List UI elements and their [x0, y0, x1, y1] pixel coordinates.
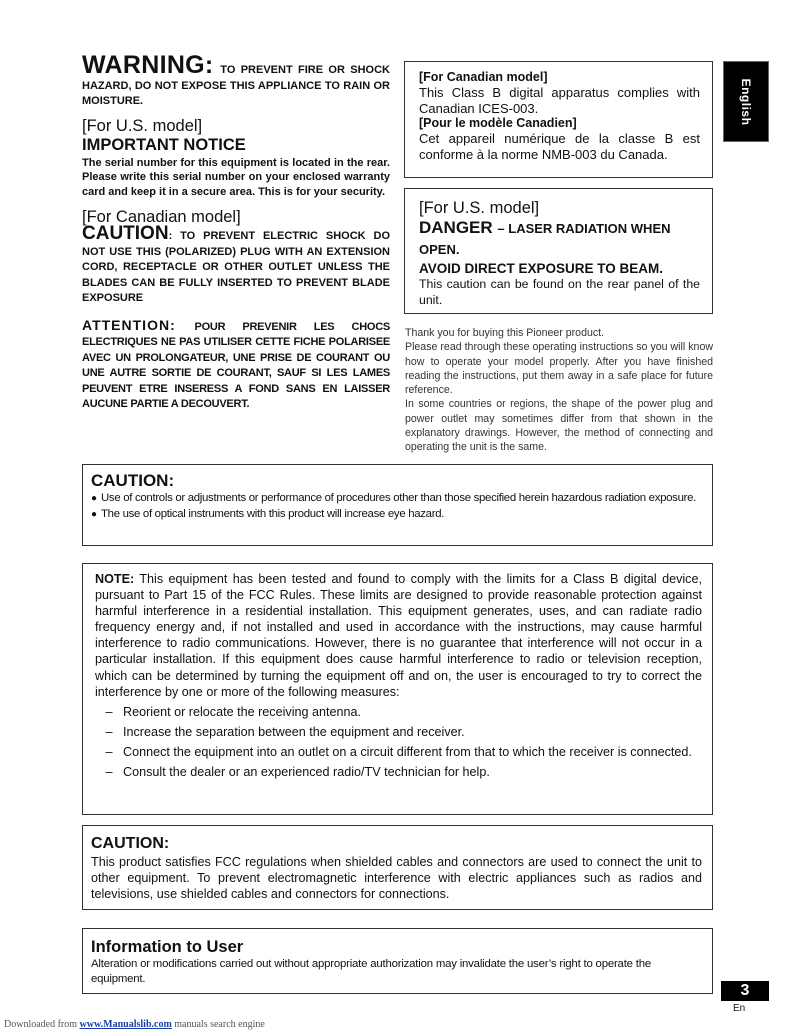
- measure-text: Reorient or relocate the receiving antenna.: [123, 704, 362, 719]
- fcc-caution-title: CAUTION:: [91, 835, 170, 852]
- laser-danger-box: [404, 188, 713, 314]
- canada-model-label: [For Canadian model]: [82, 208, 241, 226]
- danger-title: DANGER: [419, 218, 493, 237]
- caution-title: CAUTION: [82, 223, 169, 244]
- page-number: 3: [721, 981, 769, 1001]
- left-column: [82, 51, 390, 412]
- dash-icon: –: [105, 704, 113, 719]
- danger-text: – LASER RADIATION WHEN OPEN.: [419, 221, 671, 257]
- canada-box-heading-fr: [Pour le modèle Canadien]: [419, 116, 577, 130]
- caution-bullet-text: Use of controls or adjustments or performance of procedures other than those specified herein hazardous radiation exposure.: [101, 492, 697, 504]
- canada-box-heading-en: [For Canadian model]: [419, 70, 548, 84]
- danger-line: [419, 218, 700, 260]
- canada-box-text-en: This Class B digital apparatus complies with Canadian ICES-003.: [419, 85, 700, 116]
- language-tab-label: English: [739, 78, 753, 125]
- measure-item: [95, 724, 702, 740]
- warning-section: [82, 51, 390, 109]
- warning-text: TO PREVENT FIRE OR SHOCK HAZARD, DO NOT EXPOSE THIS APPLIANCE TO RAIN OR MOISTURE.: [82, 64, 390, 107]
- us-box-model-label: [For U.S. model]: [419, 199, 540, 217]
- dash-icon: –: [105, 724, 113, 739]
- attention-text: POUR PREVENIR LES CHOCS ELECTRIQUES NE PAS UTILISER CETTE FICHE POLARISEE AVEC UN PROLONGATEUR, UNE PRISE DE COURANT OU UNE AUTRE SORTIE DE COURANT, SAUF SI LES LAMES PEUVENT ETRE INSERESS A FOND SANS EN LAISSER AUCUNE PARTIE A DECOUVERT.: [82, 320, 390, 410]
- fcc-note-paragraph: [95, 571, 702, 700]
- info-title: Information to User: [91, 938, 244, 956]
- caution-bullet-item: [91, 491, 706, 507]
- canada-compliance-box: [404, 61, 713, 178]
- note-text: This equipment has been tested and found to comply with the limits for a Class B digital device, pursuant to Part 15 of the FCC Rules. These limits are designed to provide reasonable protection against harmful interference in a residential installation. This equipment generates, uses, and can radiate radio frequency energy and, if not installed and used in accordance with the instructions, may cause harmful interference to radio communications. However, there is no guarantee that interference will not occur in a particular installation. If this equipment does cause harmful interference to radio or television reception, which can be determined by turning the equipment off and on, the user is encouraged to try to correct the interference by one or more of the following measures:: [95, 572, 702, 699]
- measure-text: Connect the equipment into an outlet on a circuit different from that to which the receiver is connected.: [123, 744, 692, 759]
- canada-box-text-fr: Cet appareil numérique de la classe B est conforme à la norme NMB-003 du Canada.: [419, 131, 700, 162]
- language-tab: [723, 61, 769, 142]
- measure-text: Increase the separation between the equipment and receiver.: [123, 724, 465, 739]
- laser-caution-box: [82, 464, 713, 546]
- intro-read-instructions: Please read through these operating instructions so you will know how to operate your model properly. After you have finished reading the instructions, put them away in a safe place for future reference.: [405, 341, 713, 397]
- caution-box-title: CAUTION:: [91, 471, 175, 490]
- us-important-notice: [82, 117, 390, 200]
- us-model-label: [For U.S. model]: [82, 116, 203, 135]
- dash-icon: –: [105, 744, 113, 759]
- attention-title: ATTENTION:: [82, 316, 176, 333]
- intro-text: [405, 326, 713, 455]
- measure-item: [95, 704, 702, 720]
- info-text: Alteration or modifications carried out without appropriate authorization may invalidate the user’s right to operate the equipment.: [91, 958, 651, 985]
- avoid-exposure-text: AVOID DIRECT EXPOSURE TO BEAM.: [419, 261, 664, 276]
- bullet-icon: ●: [91, 493, 97, 504]
- fcc-caution-box: [82, 825, 713, 910]
- important-notice-title: IMPORTANT NOTICE: [82, 135, 246, 154]
- bullet-icon: ●: [91, 508, 97, 520]
- information-to-user-box: [82, 928, 713, 994]
- rear-panel-note: This caution can be found on the rear panel of the unit.: [419, 277, 700, 307]
- footer-suffix: manuals search engine: [171, 1019, 265, 1030]
- caution-bullet-item: [91, 507, 706, 523]
- footer-prefix: Downloaded from: [4, 1019, 80, 1030]
- measure-item: [95, 744, 702, 760]
- measure-text: Consult the dealer or an experienced radio/TV technician for help.: [123, 765, 490, 780]
- fcc-caution-text: This product satisfies FCC regulations when shielded cables and connectors are used to connect the unit to other equipment. To prevent electromagnetic interference with electric appliances such as radios and televisions, use shielded cables and connectors for connections.: [91, 855, 702, 901]
- attention-section: [82, 318, 390, 412]
- intro-plug-shape: In some countries or regions, the shape of the power plug and power outlet may sometimes differ from that shown in the explanatory drawings. However, the method of connecting and operating the unit is the same.: [405, 398, 713, 454]
- caution-bullet-text: The use of optical instruments with this product will increase eye hazard.: [101, 507, 445, 520]
- note-label: NOTE:: [95, 572, 135, 586]
- dash-icon: –: [105, 765, 113, 780]
- serial-number-text: The serial number for this equipment is located in the rear. Please write this serial number on your enclosed warranty card and keep it in a secure area. This is for your security.: [82, 156, 390, 198]
- intro-thanks: Thank you for buying this Pioneer product.: [405, 327, 605, 339]
- manualslib-link[interactable]: www.Manualslib.com: [79, 1019, 172, 1030]
- download-footer: [4, 1019, 265, 1030]
- warning-title: WARNING:: [82, 51, 214, 79]
- fcc-note-box: [82, 563, 713, 815]
- caution-text: : TO PREVENT ELECTRIC SHOCK DO NOT USE THIS (POLARIZED) PLUG WITH AN EXTENSION CORD, RECEPTACLE OR OTHER OUTLET UNLESS THE BLADES CAN BE FULLY INSERTED TO PREVENT BLADE EXPOSURE: [82, 230, 390, 304]
- canada-caution-section: [82, 208, 390, 306]
- page-language: En: [733, 1003, 746, 1014]
- measure-item: [95, 764, 702, 780]
